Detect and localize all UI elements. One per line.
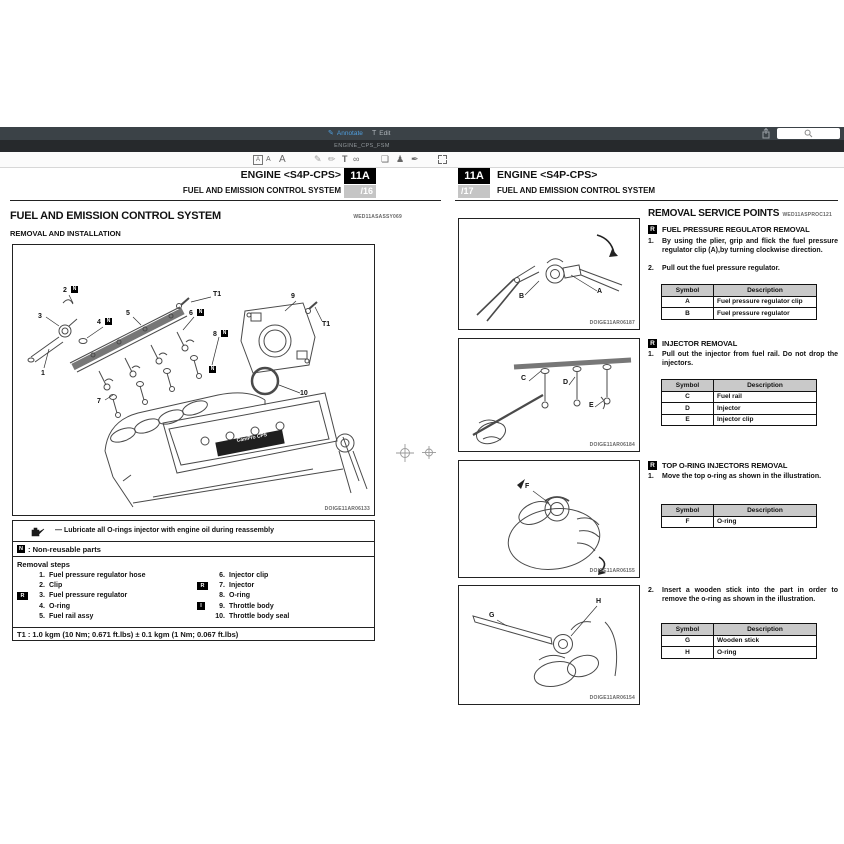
removal-steps-section bbox=[13, 558, 374, 628]
table-cell: Injector clip bbox=[714, 414, 817, 426]
step-label: Throttle body bbox=[229, 602, 274, 610]
callout-t1b: T1 bbox=[322, 321, 331, 328]
figure-label-B: B bbox=[519, 293, 525, 300]
table-header-description: Description bbox=[714, 380, 817, 392]
section-title-top-oring-removal bbox=[648, 461, 787, 470]
table-row bbox=[662, 516, 817, 528]
tab-edit-label: Edit bbox=[379, 130, 391, 137]
link-tool-icon[interactable]: ∞ bbox=[353, 154, 360, 164]
injector-removal-sketch bbox=[459, 339, 639, 451]
non-reusable-section bbox=[13, 542, 374, 557]
step-label: Clip bbox=[49, 582, 63, 590]
figure-label-E: E bbox=[589, 402, 594, 409]
figure-top-oring-removal bbox=[458, 460, 640, 578]
share-button[interactable] bbox=[760, 128, 772, 139]
table-row bbox=[662, 414, 817, 426]
step-text bbox=[648, 351, 838, 369]
removal-service-point-icon: R bbox=[648, 339, 657, 348]
step-number: 1. bbox=[39, 571, 45, 579]
step-number: 2. bbox=[648, 265, 654, 272]
symbol-table-injector bbox=[661, 379, 817, 426]
left-section-heading: FUEL AND EMISSION CONTROL SYSTEM bbox=[10, 210, 221, 222]
step-text bbox=[648, 473, 838, 482]
figure-label-A: A bbox=[597, 288, 603, 295]
table-cell: B bbox=[662, 308, 714, 320]
step-text bbox=[648, 238, 838, 256]
step-item bbox=[197, 601, 371, 611]
table-cell: G bbox=[662, 635, 714, 647]
installation-service-mark: I bbox=[197, 602, 205, 610]
step-body: Pull out the fuel pressure regulator. bbox=[662, 265, 780, 272]
non-reusable-mark-6: N bbox=[198, 309, 203, 315]
tab-annotate[interactable] bbox=[328, 127, 363, 140]
step-text bbox=[648, 265, 838, 274]
right-chapter-badge: 11A bbox=[458, 168, 490, 184]
step-body: Insert a wooden stick into the part in order to remove the o-ring as shown in the illustration. bbox=[662, 587, 838, 603]
removal-service-mark: R bbox=[197, 582, 208, 590]
callout-7: 7 bbox=[97, 398, 101, 405]
font-size-large-icon[interactable]: A bbox=[279, 154, 286, 165]
table-header-symbol: Symbol bbox=[662, 624, 714, 636]
table-cell: Fuel rail bbox=[714, 391, 817, 403]
step-item bbox=[197, 580, 371, 590]
removal-service-point-icon: R bbox=[648, 225, 657, 234]
table-row bbox=[662, 296, 817, 308]
right-page-number: /17 bbox=[458, 185, 490, 198]
step-item bbox=[197, 570, 371, 580]
right-header-rule bbox=[455, 200, 838, 201]
section-title-label: TOP O-RING INJECTORS REMOVAL bbox=[662, 461, 788, 470]
section-title-label: FUEL PRESSURE REGULATOR REMOVAL bbox=[662, 225, 810, 234]
removal-steps-left-column bbox=[17, 570, 193, 622]
torque-note: T1 : 1.0 kgm (10 Nm; 0.671 ft.lbs) ± 0.1 kgm (1 Nm; 0.067 ft.lbs) bbox=[17, 629, 239, 639]
table-header-description: Description bbox=[714, 505, 817, 517]
step-number: 2. bbox=[648, 587, 654, 594]
figure-wooden-stick-removal bbox=[458, 585, 640, 705]
table-row bbox=[662, 403, 817, 415]
callout-t1a: T1 bbox=[213, 291, 222, 298]
search-icon bbox=[804, 129, 813, 138]
lubricate-note: — Lubricate all O-rings injector with engine oil during reassembly bbox=[55, 527, 274, 534]
non-reusable-label: : Non-reusable parts bbox=[28, 544, 101, 554]
step-number: 1. bbox=[648, 473, 654, 480]
table-row bbox=[662, 391, 817, 403]
step-number: 9. bbox=[219, 602, 225, 610]
step-body: Pull out the injector from fuel rail. Do not drop the injectors. bbox=[662, 351, 838, 367]
figure-code: DOIGE11AR06184 bbox=[589, 442, 635, 448]
table-header-description: Description bbox=[714, 285, 817, 297]
step-item bbox=[17, 612, 193, 622]
step-number: 1. bbox=[648, 351, 654, 358]
table-header-symbol: Symbol bbox=[662, 285, 714, 297]
removal-service-mark: R bbox=[17, 592, 28, 600]
table-row bbox=[662, 308, 817, 320]
symbol-table-top-oring bbox=[661, 504, 817, 528]
table-row bbox=[662, 635, 817, 647]
table-cell: E bbox=[662, 414, 714, 426]
figure-label-G: G bbox=[489, 612, 495, 619]
regulator-removal-sketch bbox=[459, 219, 639, 329]
left-header-title: ENGINE <S4P-CPS> bbox=[240, 169, 341, 181]
step-label: O-ring bbox=[229, 592, 250, 600]
step-item bbox=[197, 591, 371, 601]
callout-6: 6 bbox=[189, 310, 193, 317]
step-label: Fuel rail assy bbox=[49, 613, 94, 621]
table-header-symbol: Symbol bbox=[662, 505, 714, 517]
left-page-number: /16 bbox=[344, 185, 376, 198]
pencil-icon[interactable]: ✎ bbox=[314, 154, 322, 164]
oil-can-icon bbox=[29, 526, 45, 537]
table-cell: Fuel pressure regulator clip bbox=[714, 296, 817, 308]
figure-code: DOIGE11AR06187 bbox=[589, 320, 635, 326]
step-number: 7. bbox=[219, 582, 225, 590]
exploded-diagram-sketch bbox=[13, 245, 374, 515]
figure-code: DOIGE11AR06155 bbox=[589, 568, 635, 574]
wooden-stick-sketch bbox=[459, 586, 639, 704]
step-number: 6. bbox=[219, 571, 225, 579]
highlighter-icon[interactable]: ✏ bbox=[328, 154, 336, 164]
step-body: By using the plier, grip and flick the fuel pressure regulator clip (A),by turning clockwise direction. bbox=[662, 238, 838, 254]
step-text bbox=[648, 587, 838, 605]
exploded-diagram-figure bbox=[12, 244, 375, 516]
table-cell: A bbox=[662, 296, 714, 308]
table-cell: Injector bbox=[714, 403, 817, 415]
figure-label-C: C bbox=[521, 375, 527, 382]
step-label: Fuel pressure regulator bbox=[49, 592, 128, 600]
share-icon bbox=[760, 128, 772, 139]
right-header-section: FUEL AND EMISSION CONTROL SYSTEM bbox=[497, 186, 656, 195]
step-item bbox=[17, 601, 193, 611]
bordered-text-icon[interactable]: A bbox=[253, 155, 263, 165]
tab-annotate-label: Annotate bbox=[336, 130, 363, 137]
section-title-label: INJECTOR REMOVAL bbox=[662, 339, 738, 348]
font-size-small-icon[interactable]: A bbox=[266, 156, 271, 163]
tab-edit[interactable] bbox=[372, 127, 390, 140]
step-item bbox=[17, 570, 193, 580]
text-tool-icon[interactable]: T bbox=[342, 154, 348, 164]
non-reusable-mark-8: N bbox=[222, 330, 227, 336]
symbol-table-regulator bbox=[661, 284, 817, 320]
non-reusable-mark-4: N bbox=[106, 318, 111, 324]
figure-label-H: H bbox=[596, 598, 602, 605]
table-cell: C bbox=[662, 391, 714, 403]
step-item bbox=[17, 580, 193, 590]
figure-code: DOIGE11AR06154 bbox=[589, 695, 635, 701]
step-label: Injector bbox=[229, 582, 255, 590]
top-oring-sketch bbox=[459, 461, 639, 577]
figure-label-F: F bbox=[525, 483, 530, 490]
stamp-icon[interactable]: ♟ bbox=[396, 154, 405, 164]
step-label: Throttle body seal bbox=[229, 613, 290, 621]
non-reusable-mark-8b: N bbox=[210, 366, 215, 372]
diagram-code: DOIGE11AR06133 bbox=[324, 506, 370, 512]
step-number: 1. bbox=[648, 238, 654, 245]
table-cell: Fuel pressure regulator bbox=[714, 308, 817, 320]
table-cell: O-ring bbox=[714, 516, 817, 528]
table-row bbox=[662, 647, 817, 659]
right-header-title: ENGINE <S4P-CPS> bbox=[497, 169, 598, 181]
pen-icon[interactable]: ✒ bbox=[411, 154, 419, 164]
callout-8: 8 bbox=[213, 331, 217, 338]
n-symbol-box: N bbox=[17, 545, 25, 553]
removal-service-point-icon: R bbox=[648, 461, 657, 470]
registration-marks-icon bbox=[395, 443, 441, 463]
search-input[interactable] bbox=[777, 128, 840, 139]
step-number: 3. bbox=[39, 592, 45, 600]
left-chapter-badge: 11A bbox=[344, 168, 376, 184]
callout-3: 3 bbox=[38, 313, 42, 320]
chrome-file-bar bbox=[0, 140, 844, 152]
removal-steps-title: Removal steps bbox=[17, 560, 70, 569]
table-cell: Wooden stick bbox=[714, 635, 817, 647]
step-number: 10. bbox=[215, 613, 225, 621]
right-section-heading: REMOVAL SERVICE POINTS bbox=[648, 208, 780, 219]
table-header-description: Description bbox=[714, 624, 817, 636]
step-body: Move the top o-ring as shown in the illustration. bbox=[662, 473, 822, 480]
step-number: 4. bbox=[39, 602, 45, 610]
lubricate-section bbox=[13, 521, 374, 542]
annotate-pen-icon: ✎ bbox=[328, 130, 334, 137]
section-title-injector-removal bbox=[648, 339, 737, 348]
table-cell: F bbox=[662, 516, 714, 528]
callout-2: 2 bbox=[63, 287, 67, 294]
callout-1: 1 bbox=[41, 370, 45, 377]
callout-5: 5 bbox=[126, 310, 130, 317]
document-filename: ENGINE_CPS_FSM bbox=[334, 143, 390, 149]
removal-steps-right-column bbox=[197, 570, 371, 622]
step-number: 5. bbox=[39, 613, 45, 621]
left-header-section: FUEL AND EMISSION CONTROL SYSTEM bbox=[182, 186, 341, 195]
callout-4: 4 bbox=[97, 319, 101, 326]
figure-label-D: D bbox=[563, 379, 569, 386]
engine-cover-logo: CamPro CPS bbox=[236, 432, 268, 444]
symbol-table-wooden-stick bbox=[661, 623, 817, 659]
annotation-toolbar bbox=[0, 152, 844, 168]
figure-regulator-removal bbox=[458, 218, 640, 330]
table-cell: D bbox=[662, 403, 714, 415]
left-subsection-heading: REMOVAL AND INSTALLATION bbox=[10, 229, 121, 238]
legend-box bbox=[12, 520, 375, 641]
step-item bbox=[197, 612, 371, 622]
step-number: 2. bbox=[39, 582, 45, 590]
step-number: 8. bbox=[219, 592, 225, 600]
right-section-code: WED11ASPROC121 bbox=[782, 212, 832, 218]
section-title-fuel-pressure-regulator-removal bbox=[648, 225, 810, 234]
edit-text-icon: T bbox=[372, 130, 377, 137]
step-label: Fuel pressure regulator hose bbox=[49, 571, 146, 579]
left-section-code: WED11ASASSY069 bbox=[353, 214, 402, 220]
torque-section bbox=[13, 628, 374, 640]
left-header-rule bbox=[10, 200, 441, 201]
table-header-symbol: Symbol bbox=[662, 380, 714, 392]
fullscreen-crop-icon[interactable] bbox=[438, 155, 447, 164]
non-reusable-mark-2: N bbox=[72, 286, 77, 292]
callout-10: 10 bbox=[300, 390, 308, 397]
chrome-tab-bar bbox=[0, 127, 844, 140]
step-item bbox=[17, 591, 193, 601]
callout-9: 9 bbox=[291, 293, 295, 300]
step-label: Injector clip bbox=[229, 571, 269, 579]
comment-icon[interactable]: ❏ bbox=[381, 154, 390, 164]
figure-injector-removal bbox=[458, 338, 640, 452]
table-cell: H bbox=[662, 647, 714, 659]
step-label: O-ring bbox=[49, 602, 70, 610]
table-cell: O-ring bbox=[714, 647, 817, 659]
